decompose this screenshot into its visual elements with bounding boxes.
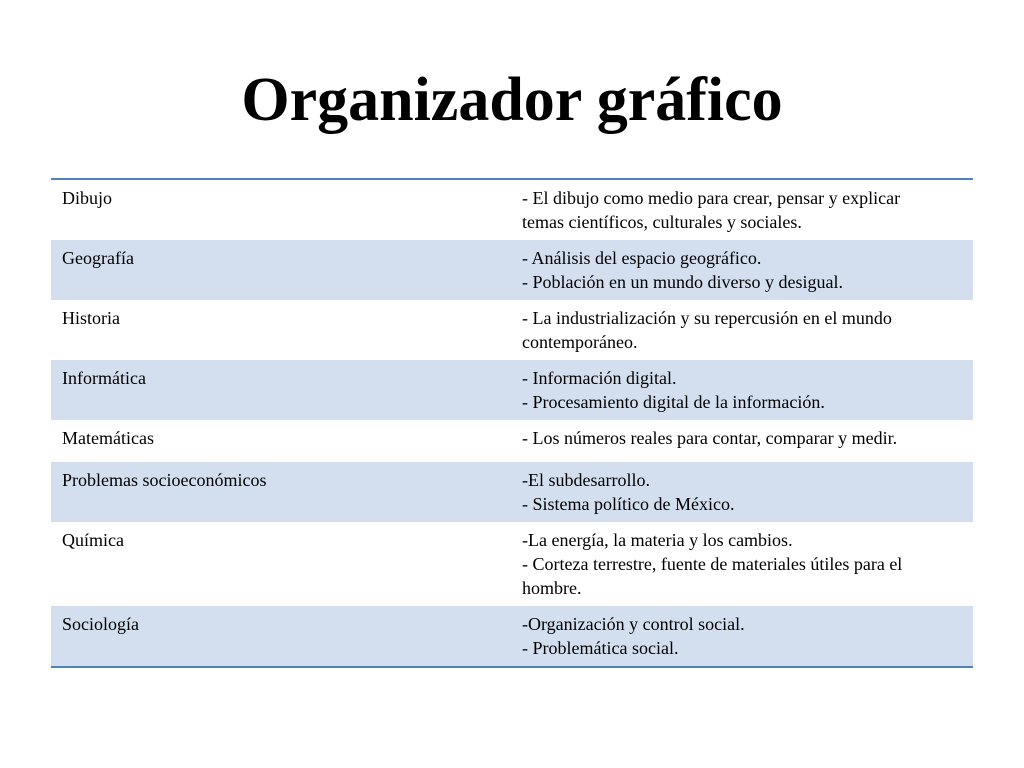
table-row (51, 179, 973, 240)
subject-cell: Geografía (51, 240, 511, 300)
topic-line: -El subdesarrollo. (522, 470, 650, 490)
subject-cell: Informática (51, 360, 511, 420)
table-row (51, 240, 973, 300)
organizer-table-container (51, 178, 973, 668)
topic-line: hombre. (522, 578, 582, 598)
topic-line: - La industrialización y su repercusión en el mundo (522, 308, 892, 328)
table-row (51, 420, 973, 462)
topic-line: - Población en un mundo diverso y desigual. (522, 272, 843, 292)
topics-cell (511, 360, 973, 420)
table-row (51, 360, 973, 420)
slide-title: Organizador gráfico (241, 66, 783, 134)
topics-cell (511, 179, 973, 240)
subject-cell: Química (62, 530, 124, 550)
subject-cell: Matemáticas (62, 428, 154, 448)
topic-line: -La energía, la materia y los cambios. (522, 530, 793, 550)
table-row (51, 462, 973, 522)
topic-line: -Organización y control social. (522, 614, 745, 634)
subject-cell: Problemas socioeconómicos (51, 462, 511, 522)
table-row (51, 300, 973, 360)
topic-line: - El dibujo como medio para crear, pensar y explicar (522, 188, 901, 208)
subject-cell: Historia (62, 308, 120, 328)
topics-cell (511, 240, 973, 300)
subject-cell: Dibujo (62, 188, 113, 208)
table-row (51, 522, 973, 606)
table-row (51, 606, 973, 667)
topic-line: temas científicos, culturales y sociales. (522, 212, 802, 232)
topic-line: - Los números reales para contar, comparar y medir. (522, 428, 898, 448)
topics-cell (511, 606, 973, 667)
topics-cell (511, 420, 973, 462)
topic-line: contemporáneo. (522, 332, 638, 352)
topics-cell (511, 300, 973, 360)
topic-line: - Sistema político de México. (522, 494, 735, 514)
topics-cell (511, 462, 973, 522)
topic-line: - Análisis del espacio geográfico. (522, 248, 762, 268)
topic-line: - Información digital. (522, 368, 677, 388)
organizer-table (51, 178, 973, 668)
topics-cell (511, 522, 973, 606)
topic-line: - Problemática social. (522, 638, 679, 658)
topic-line: - Procesamiento digital de la información. (522, 392, 825, 412)
topic-line: - Corteza terrestre, fuente de materiales útiles para el (522, 554, 903, 574)
subject-cell: Sociología (51, 606, 511, 667)
